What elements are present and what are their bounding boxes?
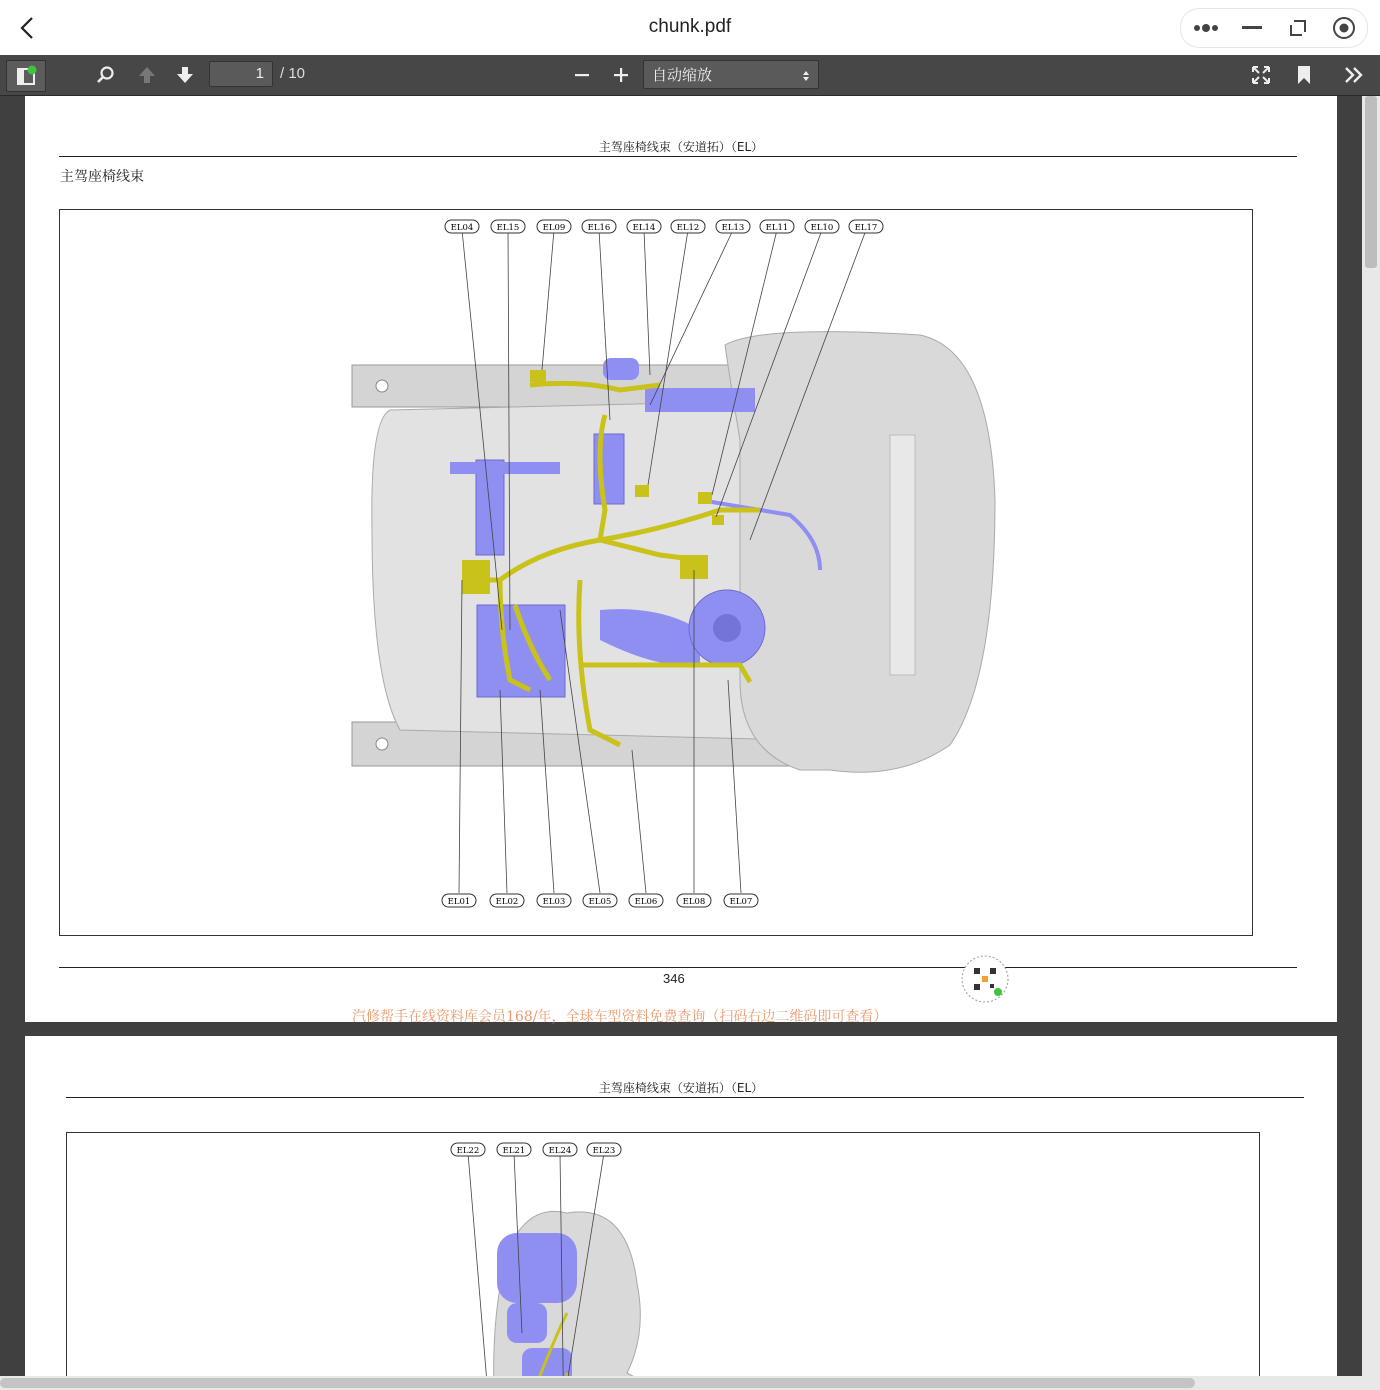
zoom-select[interactable] [643,60,819,89]
pdf-viewer[interactable] [0,96,1362,1376]
search-icon [95,65,115,85]
page-number: 346 [663,971,685,986]
more-button[interactable] [1183,9,1229,47]
page-number-input[interactable]: 1 [209,61,273,87]
label-el01: EL01 [447,897,471,907]
label-el17: EL17 [854,223,878,233]
pdf-page-2 [25,1036,1337,1376]
label-el12: EL12 [676,223,700,233]
presentation-mode-icon [1251,65,1271,85]
window-title: chunk.pdf [648,16,732,37]
sidebar-toggle-button[interactable] [6,60,46,92]
label-el09: EL09 [542,223,566,233]
select-arrows-icon [802,70,810,82]
harness-diagram [59,209,1253,936]
harness-diagram-2 [66,1132,1260,1376]
top-label-group [445,220,883,233]
label-el08: EL08 [682,897,706,907]
presentation-mode-button[interactable] [1246,60,1276,90]
label-el06: EL06 [634,897,658,907]
previous-page-button[interactable] [133,60,161,90]
label-el07: EL07 [729,897,753,907]
sidebar-toggle-icon [15,65,37,87]
record-target-icon [1332,16,1356,40]
next-page-icon [175,65,195,85]
restore-button[interactable] [1275,9,1321,47]
tools-button[interactable] [1338,60,1370,90]
label-el02: EL02 [495,897,519,907]
label-el21: EL21 [502,1146,526,1156]
label-el03: EL03 [542,897,566,907]
label-el04: EL04 [450,223,474,233]
tools-chevron-icon [1343,66,1365,84]
seat-harness-illustration [60,210,1252,935]
label-el05: EL05 [588,897,612,907]
zoom-in-button[interactable] [607,60,635,90]
zoom-out-button[interactable] [568,60,596,90]
pdf-page-1 [25,96,1337,1025]
page-total-label: / 10 [280,65,306,82]
window-controls [1180,8,1368,48]
page-header-2: 主驾座椅线束（安道拓）（EL） [598,1081,764,1095]
search-button[interactable] [90,60,120,90]
bookmark-icon [1296,65,1312,85]
label-el23: EL23 [592,1146,616,1156]
minimize-icon [1242,26,1262,30]
horizontal-scroll-thumb[interactable] [0,1378,1195,1388]
restore-icon [1288,18,1308,38]
label-el22: EL22 [456,1146,480,1156]
label-el10: EL10 [810,223,834,233]
vertical-scroll-thumb[interactable] [1365,96,1377,268]
bookmark-button[interactable] [1290,60,1318,90]
previous-page-icon [137,65,157,85]
qr-code-image [960,954,1010,1004]
more-dots-icon [1193,23,1219,33]
footer-advertisement: 汽修帮手在线资料库会员168/年，全球车型资料免费查询（扫码右边二维码即可查看） [352,1009,888,1025]
label-el14: EL14 [632,223,656,233]
label-el16: EL16 [587,223,611,233]
section-title: 主驾座椅线束 [60,169,144,185]
zoom-out-icon [574,67,590,83]
minimize-button[interactable] [1229,9,1275,47]
zoom-in-icon [613,67,629,83]
label-el13: EL13 [721,223,745,233]
record-button[interactable] [1321,9,1367,47]
vertical-scrollbar[interactable] [1362,96,1380,1390]
title-bar [0,0,1380,56]
horizontal-scrollbar[interactable] [0,1376,1362,1390]
next-page-button[interactable] [171,60,199,90]
bottom-label-group [442,894,758,907]
page2-label-group [451,1143,621,1156]
label-el24: EL24 [548,1146,572,1156]
seat-back-illustration [67,1133,1259,1376]
label-el11: EL11 [765,223,789,233]
page-header: 主驾座椅线束（安道拓）（EL） [598,140,764,154]
label-el15: EL15 [496,223,520,233]
zoom-select-value: 自动缩放 [652,67,713,84]
